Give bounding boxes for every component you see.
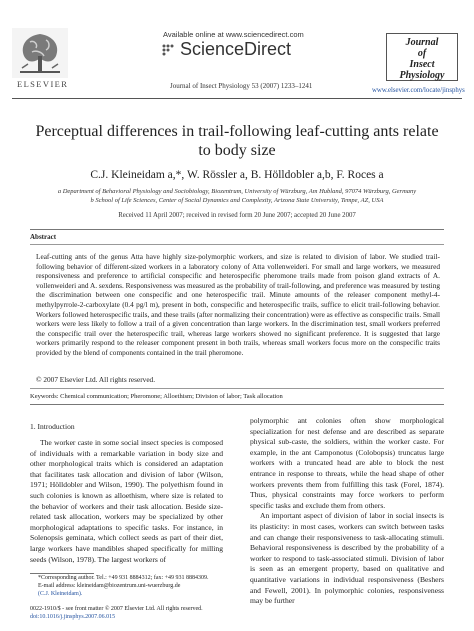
received-dates: Received 11 April 2007; received in revised form 20 June 2007; accepted 20 June 2007 [118, 212, 356, 219]
publisher-name: ELSEVIER [17, 79, 69, 89]
keywords-rule [30, 404, 444, 405]
body-column-left: The worker caste in some social insect species is composed of individuals with a remarkable variation in body size and other morphological traits which is considered an adaptation that facilitates task allocation and division of labor (Wilson, 1971; Hölldobler and Wilson, 1990). The polyethism found in such colonies is known as alloethism, where size is related to the behavior of workers and their task allocation. Beside size-related task allocation, workers may be specialized by other morphological adaptations to specific tasks. For instance, in Solenopsis geminata, which collect seeds as part of their diet, large workers have mandibles shaped specifically for milling seeds (Wilson, 1978). The largest workers of [30, 438, 223, 564]
body-column-right [250, 416, 444, 607]
author-name-note: (C.J. Kleineidam). [38, 591, 83, 597]
journal-title-line: Journal [405, 37, 439, 48]
journal-title-box [386, 33, 458, 81]
section-heading: 1. Introduction [30, 422, 75, 431]
journal-citation: Journal of Insect Physiology 53 (2007) 1233–1241 [170, 82, 313, 90]
author-list: C.J. Kleineidam a,*, W. Rössler a, B. Hölldobler a,b, F. Roces a [90, 169, 384, 181]
abstract-heading-rule [30, 244, 444, 245]
copyright-line: © 2007 Elsevier Ltd. All rights reserved. [36, 375, 156, 384]
article-title: Perceptual differences in trail-following leaf-cutting ants relate to body size [35, 123, 439, 159]
sciencedirect-wordmark[interactable]: ScienceDirect [180, 39, 292, 59]
keywords-line: Keywords: Chemical communication; Pheromone; Alloethism; Division of labor; Task allocation [30, 393, 283, 400]
journal-title-line: Insect [409, 59, 435, 70]
body-paragraph: An important aspect of division of labor in social insects is its plasticity: in most cases, workers can switch between tasks and can change their responsiveness to task-allocating stimuli. Behavioral responsiveness is described by the probability of a worker to respond to task-associated stimuli. Division of labor is seen as an emergent property, based on qualitative and quantitative variations in individual responsiveness (Beshers and Fewell, 2001). In polymorphic colonies, responsiveness may be further [250, 511, 444, 606]
elsevier-tree-logo [12, 28, 68, 78]
abstract-top-rule [30, 229, 444, 230]
journal-title-line: of [417, 48, 427, 59]
footnote-rule [30, 573, 94, 574]
body-paragraph: polymorphic ant colonies often show morphological specialization for nest defense and are described as separate physical sub-caste, the soldiers, within the worker caste. For example, in the ant Camponotus (Colobopsis) truncatus large workers with a truncated head are able to block the nest entrance in response to threats, while the head shape of other workers prevents them from fulfilling this task (Forel, 1874). Thus, physical constraints may force workers to perform specific tasks and exclude them from others. [250, 416, 444, 510]
email-link[interactable]: E-mail address: kleineidam@biozentrum.uni-wuerzburg.de [38, 583, 181, 589]
journal-title-line: Physiology [399, 70, 445, 81]
affiliation-b: b School of Life Sciences, Center of Social Dynamics and Complexity, Arizona State University, Tempe, AZ, USA [90, 197, 384, 204]
corresponding-author-note: *Corresponding author. Tel.: +49 931 8884312; fax: +49 931 8884309. [38, 575, 209, 581]
doi-link[interactable]: doi:10.1016/j.jinsphys.2007.06.015 [30, 614, 116, 620]
header-rule [12, 98, 462, 99]
journal-url-link[interactable]: www.elsevier.com/locate/jinsphys [372, 87, 465, 94]
affiliation-a: a Department of Behavioral Physiology and Sociobiology, Biozentrum, University of Würzburg, Am Hubland, 97074 Würzburg, Germany [57, 188, 417, 195]
available-online-text[interactable]: Available online at www.sciencedirect.com [163, 30, 304, 39]
sciencedirect-mark [161, 43, 175, 57]
abstract-text: Leaf-cutting ants of the genus Atta have highly size-polymorphic workers, and size is related to division of labor. We studied trail-following behavior of different-sized workers in a laboratory colony of Atta vollenweideri. For small and large workers, we measured responsiveness and preference to artificial conspecific and heterospecific pheromone trails made from poison gland extracts of A. vollenweideri and A. sexdens. Responsiveness was measured as the probability of trail-following, and preference was measured by testing the discrimination between one conspecific and one heterospecific trail. Minute amounts of the releaser component methyl-4-methylpyrrole-2-carboxylate (0.4 pg/l m), present in both, conspecific and heterospecific trails, suffice to elicit trail-following behavior. Workers followed heterospecific trails, and these trails (after normalizing their concentration) were as effective as conspecific trails. Small workers were less likely to follow a trail of a given concentration than large workers. In the discrimination test, small workers preferred the conspecific trail over the heterospecific trail, whereas large workers showed no significant preference. It is suggested that large workers primarily respond to the releaser component present in both trails, whereas small workers focus more on the conspecific traits provided by the blend of components contained in the trail pheromone. [36, 252, 440, 357]
abstract-heading: Abstract [30, 233, 57, 241]
issn-line: 0022-1910/$ - see front matter © 2007 Elsevier Ltd. All rights reserved. [30, 606, 203, 612]
abstract-bottom-rule [30, 388, 444, 389]
